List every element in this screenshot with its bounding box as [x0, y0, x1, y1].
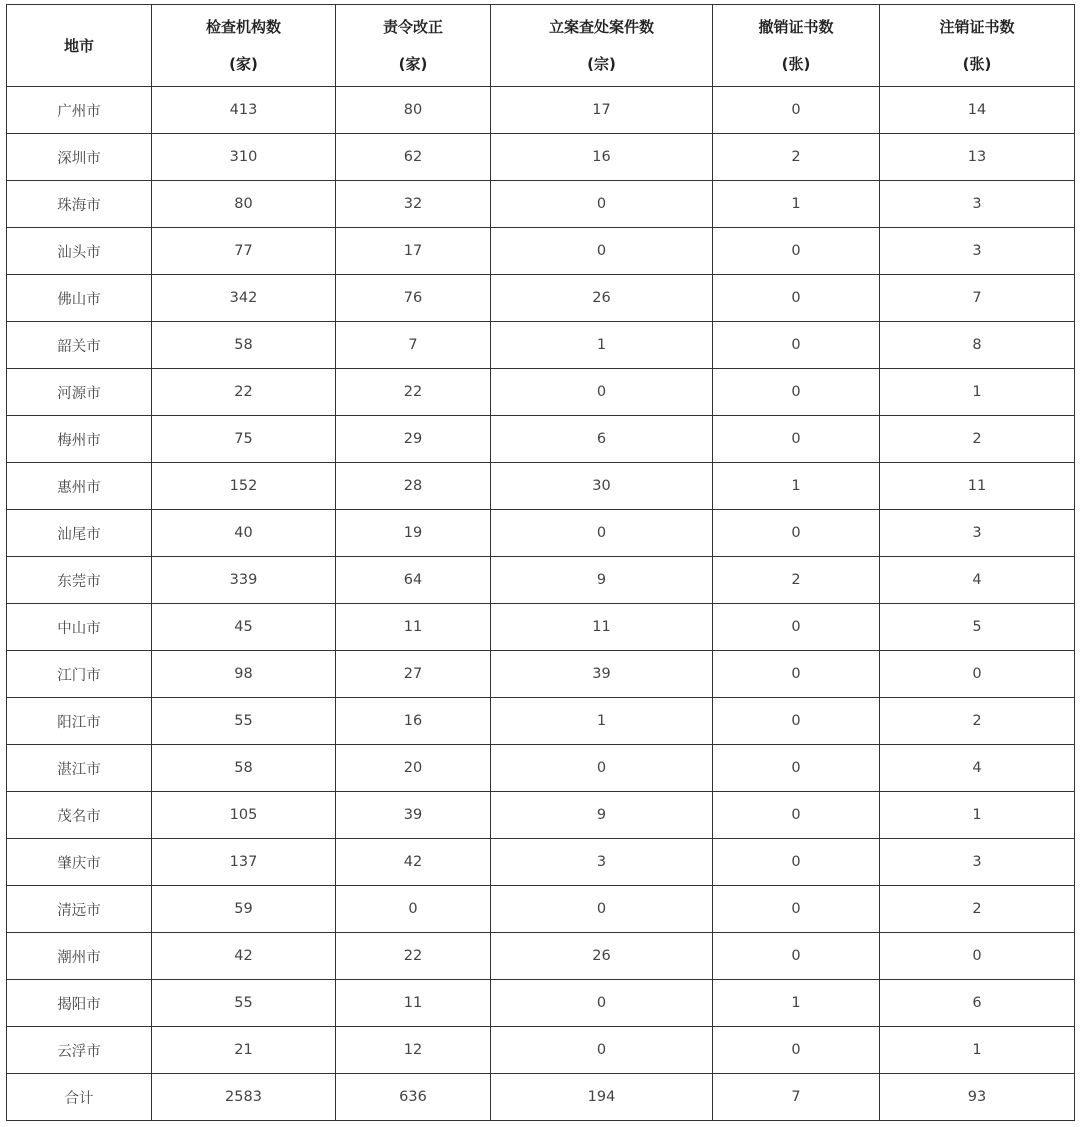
header-unit: (张): [962, 54, 992, 73]
cell-filed-cases: 6: [491, 416, 713, 463]
header-city: [7, 5, 152, 87]
cell-revoked-certificates: 0: [713, 228, 880, 275]
cell-ordered-corrections: 636: [336, 1074, 491, 1121]
header-inspected-institutions: [152, 5, 336, 87]
table-row: [7, 510, 1075, 557]
table-row: [7, 181, 1075, 228]
cell-inspected-institutions: 98: [152, 651, 336, 698]
cell-filed-cases: 9: [491, 792, 713, 839]
cell-filed-cases: 0: [491, 886, 713, 933]
cell-filed-cases: 3: [491, 839, 713, 886]
cell-filed-cases: 16: [491, 134, 713, 181]
cell-city: 珠海市: [7, 181, 152, 228]
cell-city: 揭阳市: [7, 980, 152, 1027]
cell-inspected-institutions: 2583: [152, 1074, 336, 1121]
statistics-table: [6, 4, 1075, 1121]
header-label: 注销证书数: [939, 17, 1015, 36]
header-label: 立案查处案件数: [548, 17, 654, 36]
cell-inspected-institutions: 59: [152, 886, 336, 933]
cell-ordered-corrections: 22: [336, 933, 491, 980]
cell-city: 汕头市: [7, 228, 152, 275]
cell-ordered-corrections: 80: [336, 87, 491, 134]
cell-cancelled-certificates: 8: [880, 322, 1075, 369]
table-row: [7, 792, 1075, 839]
cell-filed-cases: 0: [491, 228, 713, 275]
cell-cancelled-certificates: 93: [880, 1074, 1075, 1121]
cell-revoked-certificates: 0: [713, 1027, 880, 1074]
cell-revoked-certificates: 1: [713, 463, 880, 510]
cell-city: 佛山市: [7, 275, 152, 322]
cell-ordered-corrections: 20: [336, 745, 491, 792]
cell-city: 湛江市: [7, 745, 152, 792]
cell-inspected-institutions: 413: [152, 87, 336, 134]
cell-filed-cases: 0: [491, 181, 713, 228]
cell-city: 江门市: [7, 651, 152, 698]
table-row: [7, 886, 1075, 933]
cell-cancelled-certificates: 3: [880, 839, 1075, 886]
cell-filed-cases: 26: [491, 275, 713, 322]
table-total-row: [7, 1074, 1075, 1121]
cell-cancelled-certificates: 1: [880, 369, 1075, 416]
cell-city: 汕尾市: [7, 510, 152, 557]
table-row: [7, 322, 1075, 369]
header-unit: (宗): [587, 54, 616, 73]
statistics-table-container: [6, 4, 1075, 1121]
cell-city: 韶关市: [7, 322, 152, 369]
table-row: [7, 604, 1075, 651]
cell-filed-cases: 194: [491, 1074, 713, 1121]
cell-filed-cases: 39: [491, 651, 713, 698]
cell-city: 阳江市: [7, 698, 152, 745]
cell-ordered-corrections: 76: [336, 275, 491, 322]
cell-cancelled-certificates: 2: [880, 886, 1075, 933]
cell-ordered-corrections: 16: [336, 698, 491, 745]
cell-ordered-corrections: 12: [336, 1027, 491, 1074]
cell-cancelled-certificates: 1: [880, 1027, 1075, 1074]
cell-filed-cases: 0: [491, 745, 713, 792]
table-row: [7, 839, 1075, 886]
cell-revoked-certificates: 0: [713, 369, 880, 416]
cell-cancelled-certificates: 3: [880, 510, 1075, 557]
cell-cancelled-certificates: 13: [880, 134, 1075, 181]
cell-revoked-certificates: 0: [713, 604, 880, 651]
table-body: [7, 87, 1075, 1121]
table-header-row: [7, 5, 1075, 87]
cell-inspected-institutions: 80: [152, 181, 336, 228]
cell-ordered-corrections: 11: [336, 604, 491, 651]
cell-inspected-institutions: 58: [152, 745, 336, 792]
header-city-label: 地市: [63, 37, 94, 55]
cell-filed-cases: 30: [491, 463, 713, 510]
cell-revoked-certificates: 0: [713, 275, 880, 322]
cell-city: 云浮市: [7, 1027, 152, 1074]
cell-filed-cases: 17: [491, 87, 713, 134]
cell-inspected-institutions: 55: [152, 980, 336, 1027]
cell-ordered-corrections: 17: [336, 228, 491, 275]
cell-cancelled-certificates: 7: [880, 275, 1075, 322]
table-row: [7, 87, 1075, 134]
cell-inspected-institutions: 42: [152, 933, 336, 980]
table-row: [7, 980, 1075, 1027]
cell-cancelled-certificates: 4: [880, 557, 1075, 604]
cell-ordered-corrections: 29: [336, 416, 491, 463]
cell-filed-cases: 0: [491, 369, 713, 416]
cell-cancelled-certificates: 3: [880, 181, 1075, 228]
cell-inspected-institutions: 22: [152, 369, 336, 416]
cell-city: 广州市: [7, 87, 152, 134]
cell-cancelled-certificates: 0: [880, 651, 1075, 698]
cell-revoked-certificates: 2: [713, 134, 880, 181]
cell-cancelled-certificates: 11: [880, 463, 1075, 510]
cell-filed-cases: 1: [491, 698, 713, 745]
cell-ordered-corrections: 64: [336, 557, 491, 604]
table-row: [7, 369, 1075, 416]
table-row: [7, 416, 1075, 463]
cell-filed-cases: 0: [491, 510, 713, 557]
cell-city: 清远市: [7, 886, 152, 933]
cell-city: 河源市: [7, 369, 152, 416]
cell-revoked-certificates: 0: [713, 651, 880, 698]
cell-inspected-institutions: 40: [152, 510, 336, 557]
header-label: 责令改正: [382, 17, 443, 36]
cell-city: 中山市: [7, 604, 152, 651]
cell-inspected-institutions: 105: [152, 792, 336, 839]
cell-city: 合计: [7, 1074, 152, 1121]
cell-cancelled-certificates: 3: [880, 228, 1075, 275]
cell-ordered-corrections: 22: [336, 369, 491, 416]
cell-ordered-corrections: 32: [336, 181, 491, 228]
cell-revoked-certificates: 0: [713, 933, 880, 980]
header-unit: (家): [229, 54, 258, 73]
cell-revoked-certificates: 7: [713, 1074, 880, 1121]
cell-cancelled-certificates: 4: [880, 745, 1075, 792]
cell-filed-cases: 0: [491, 980, 713, 1027]
cell-inspected-institutions: 310: [152, 134, 336, 181]
cell-revoked-certificates: 0: [713, 510, 880, 557]
cell-ordered-corrections: 27: [336, 651, 491, 698]
cell-cancelled-certificates: 2: [880, 416, 1075, 463]
cell-filed-cases: 26: [491, 933, 713, 980]
cell-cancelled-certificates: 6: [880, 980, 1075, 1027]
header-unit: (张): [781, 54, 811, 73]
cell-revoked-certificates: 2: [713, 557, 880, 604]
header-label: 撤销证书数: [758, 17, 834, 36]
cell-revoked-certificates: 0: [713, 698, 880, 745]
cell-filed-cases: 9: [491, 557, 713, 604]
cell-ordered-corrections: 19: [336, 510, 491, 557]
cell-inspected-institutions: 75: [152, 416, 336, 463]
cell-revoked-certificates: 0: [713, 839, 880, 886]
cell-ordered-corrections: 11: [336, 980, 491, 1027]
cell-filed-cases: 1: [491, 322, 713, 369]
cell-city: 梅州市: [7, 416, 152, 463]
cell-filed-cases: 0: [491, 1027, 713, 1074]
cell-revoked-certificates: 0: [713, 886, 880, 933]
table-row: [7, 745, 1075, 792]
cell-city: 潮州市: [7, 933, 152, 980]
cell-inspected-institutions: 342: [152, 275, 336, 322]
table-row: [7, 698, 1075, 745]
cell-inspected-institutions: 152: [152, 463, 336, 510]
table-row: [7, 557, 1075, 604]
cell-inspected-institutions: 21: [152, 1027, 336, 1074]
cell-inspected-institutions: 45: [152, 604, 336, 651]
cell-city: 深圳市: [7, 134, 152, 181]
cell-ordered-corrections: 39: [336, 792, 491, 839]
table-row: [7, 1027, 1075, 1074]
cell-revoked-certificates: 1: [713, 980, 880, 1027]
cell-cancelled-certificates: 0: [880, 933, 1075, 980]
cell-city: 肇庆市: [7, 839, 152, 886]
cell-revoked-certificates: 0: [713, 87, 880, 134]
header-ordered-corrections: [336, 5, 491, 87]
table-row: [7, 463, 1075, 510]
cell-inspected-institutions: 137: [152, 839, 336, 886]
cell-ordered-corrections: 62: [336, 134, 491, 181]
header-revoked-certificates: [713, 5, 880, 87]
table-row: [7, 134, 1075, 181]
cell-ordered-corrections: 7: [336, 322, 491, 369]
header-unit: (家): [398, 54, 428, 73]
cell-inspected-institutions: 55: [152, 698, 336, 745]
cell-filed-cases: 11: [491, 604, 713, 651]
cell-city: 茂名市: [7, 792, 152, 839]
cell-revoked-certificates: 0: [713, 745, 880, 792]
cell-revoked-certificates: 0: [713, 792, 880, 839]
cell-ordered-corrections: 42: [336, 839, 491, 886]
header-label: 检查机构数: [205, 17, 281, 36]
cell-ordered-corrections: 0: [336, 886, 491, 933]
cell-ordered-corrections: 28: [336, 463, 491, 510]
table-row: [7, 228, 1075, 275]
cell-cancelled-certificates: 5: [880, 604, 1075, 651]
table-row: [7, 275, 1075, 322]
cell-city: 东莞市: [7, 557, 152, 604]
cell-revoked-certificates: 0: [713, 322, 880, 369]
cell-inspected-institutions: 339: [152, 557, 336, 604]
header-cancelled-certificates: [880, 5, 1075, 87]
cell-revoked-certificates: 1: [713, 181, 880, 228]
table-row: [7, 933, 1075, 980]
header-filed-cases: [491, 5, 713, 87]
cell-inspected-institutions: 58: [152, 322, 336, 369]
cell-inspected-institutions: 77: [152, 228, 336, 275]
cell-city: 惠州市: [7, 463, 152, 510]
cell-revoked-certificates: 0: [713, 416, 880, 463]
cell-cancelled-certificates: 1: [880, 792, 1075, 839]
cell-cancelled-certificates: 2: [880, 698, 1075, 745]
cell-cancelled-certificates: 14: [880, 87, 1075, 134]
table-row: [7, 651, 1075, 698]
